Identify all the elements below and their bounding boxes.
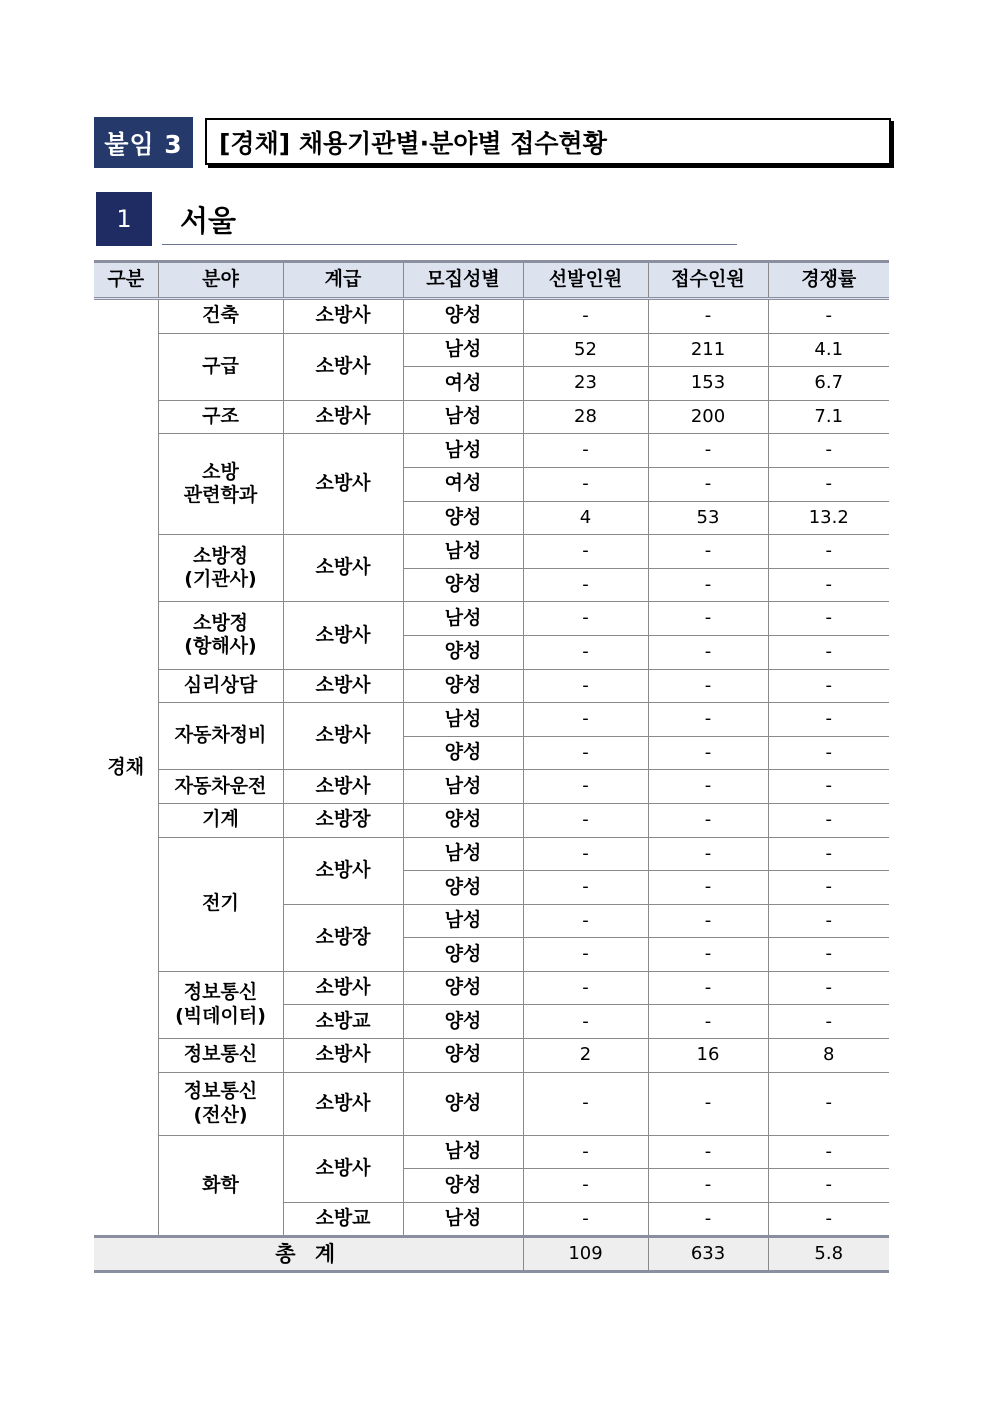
ratio-cell: - xyxy=(768,1202,889,1237)
ratio-cell: - xyxy=(768,971,889,1005)
selected-cell: - xyxy=(523,467,648,501)
selected-cell: 2 xyxy=(523,1039,648,1073)
selected-cell: - xyxy=(523,938,648,972)
gender-cell: 양성 xyxy=(403,635,523,669)
selected-cell: - xyxy=(523,434,648,468)
selected-cell: - xyxy=(523,568,648,602)
applied-cell: - xyxy=(648,837,768,871)
ratio-cell: - xyxy=(768,1169,889,1203)
gender-cell: 양성 xyxy=(403,736,523,770)
gender-cell: 양성 xyxy=(403,1072,523,1135)
selected-cell: - xyxy=(523,904,648,938)
table-row xyxy=(94,1135,889,1169)
applied-cell: - xyxy=(648,1135,768,1169)
ratio-cell: - xyxy=(768,736,889,770)
ratio-cell: 13.2 xyxy=(768,501,889,535)
applied-cell: - xyxy=(648,971,768,1005)
applied-cell: - xyxy=(648,1169,768,1203)
table-row xyxy=(94,803,889,837)
rank-cell: 소방사 xyxy=(283,770,403,804)
column-header: 구분 xyxy=(94,262,158,299)
column-header: 접수인원 xyxy=(648,262,768,299)
column-header: 계급 xyxy=(283,262,403,299)
gender-cell: 남성 xyxy=(403,535,523,569)
attachment-label: 붙임 3 xyxy=(94,117,193,168)
column-header: 분야 xyxy=(158,262,283,299)
gender-cell: 여성 xyxy=(403,367,523,401)
table-row xyxy=(94,299,889,334)
selected-cell: - xyxy=(523,736,648,770)
gender-cell: 양성 xyxy=(403,669,523,703)
ratio-cell: 6.7 xyxy=(768,367,889,401)
gender-cell: 여성 xyxy=(403,467,523,501)
table-header-row xyxy=(94,262,889,299)
applied-cell: 200 xyxy=(648,400,768,434)
applied-cell: - xyxy=(648,535,768,569)
ratio-cell: - xyxy=(768,837,889,871)
field-cell: 소방정 (기관사) xyxy=(158,535,283,602)
gender-cell: 남성 xyxy=(403,703,523,737)
ratio-cell: - xyxy=(768,602,889,636)
gender-cell: 남성 xyxy=(403,1135,523,1169)
applied-cell: - xyxy=(648,568,768,602)
gender-cell: 양성 xyxy=(403,299,523,334)
category-cell: 경채 xyxy=(94,299,158,1237)
rank-cell: 소방사 xyxy=(283,669,403,703)
gender-cell: 양성 xyxy=(403,803,523,837)
gender-cell: 양성 xyxy=(403,1039,523,1073)
ratio-cell: - xyxy=(768,535,889,569)
table-row xyxy=(94,400,889,434)
applied-cell: - xyxy=(648,1202,768,1237)
gender-cell: 남성 xyxy=(403,333,523,367)
table-row xyxy=(94,1072,889,1135)
table-row xyxy=(94,770,889,804)
section-underline xyxy=(162,244,737,245)
section-number: 1 xyxy=(96,192,152,246)
rank-cell: 소방교 xyxy=(283,1202,403,1237)
applied-cell: - xyxy=(648,602,768,636)
selected-cell: - xyxy=(523,1169,648,1203)
applied-cell: - xyxy=(648,904,768,938)
gender-cell: 양성 xyxy=(403,568,523,602)
ratio-cell: - xyxy=(768,299,889,334)
total-selected: 109 xyxy=(523,1237,648,1272)
ratio-cell: - xyxy=(768,871,889,905)
gender-cell: 남성 xyxy=(403,434,523,468)
selected-cell: - xyxy=(523,971,648,1005)
applied-cell: - xyxy=(648,635,768,669)
applied-cell: 211 xyxy=(648,333,768,367)
selected-cell: - xyxy=(523,1202,648,1237)
applied-cell: - xyxy=(648,871,768,905)
ratio-cell: - xyxy=(768,434,889,468)
selected-cell: - xyxy=(523,1135,648,1169)
applied-cell: - xyxy=(648,1072,768,1135)
rank-cell: 소방교 xyxy=(283,1005,403,1039)
field-cell: 소방 관련학과 xyxy=(158,434,283,535)
ratio-cell: - xyxy=(768,1005,889,1039)
gender-cell: 남성 xyxy=(403,837,523,871)
applied-cell: - xyxy=(648,299,768,334)
field-cell: 소방정 (항해사) xyxy=(158,602,283,669)
total-ratio: 5.8 xyxy=(768,1237,889,1272)
selected-cell: 4 xyxy=(523,501,648,535)
rank-cell: 소방사 xyxy=(283,837,403,904)
rank-cell: 소방사 xyxy=(283,1039,403,1073)
rank-cell: 소방장 xyxy=(283,904,403,971)
gender-cell: 양성 xyxy=(403,938,523,972)
applied-cell: - xyxy=(648,736,768,770)
applied-cell: - xyxy=(648,1005,768,1039)
field-cell: 정보통신 (전산) xyxy=(158,1072,283,1135)
ratio-cell: - xyxy=(768,703,889,737)
table-row xyxy=(94,703,889,737)
ratio-cell: - xyxy=(768,669,889,703)
rank-cell: 소방사 xyxy=(283,535,403,602)
total-row xyxy=(94,1237,889,1272)
rank-cell: 소방사 xyxy=(283,299,403,334)
gender-cell: 남성 xyxy=(403,1202,523,1237)
applied-cell: 53 xyxy=(648,501,768,535)
field-cell: 전기 xyxy=(158,837,283,971)
section-title: 서울 xyxy=(180,204,237,238)
field-cell: 정보통신 xyxy=(158,1039,283,1073)
ratio-cell: - xyxy=(768,568,889,602)
total-label: 총 계 xyxy=(94,1237,523,1272)
ratio-cell: - xyxy=(768,1135,889,1169)
selected-cell: - xyxy=(523,770,648,804)
total-applied: 633 xyxy=(648,1237,768,1272)
rank-cell: 소방사 xyxy=(283,333,403,400)
table-row xyxy=(94,602,889,636)
rank-cell: 소방사 xyxy=(283,971,403,1005)
ratio-cell: 4.1 xyxy=(768,333,889,367)
ratio-cell: - xyxy=(768,1072,889,1135)
gender-cell: 양성 xyxy=(403,1005,523,1039)
ratio-cell: 7.1 xyxy=(768,400,889,434)
selected-cell: - xyxy=(523,703,648,737)
column-header: 모집성별 xyxy=(403,262,523,299)
rank-cell: 소방장 xyxy=(283,803,403,837)
selected-cell: - xyxy=(523,837,648,871)
ratio-cell: - xyxy=(768,635,889,669)
gender-cell: 양성 xyxy=(403,1169,523,1203)
applied-cell: - xyxy=(648,770,768,804)
table-row xyxy=(94,535,889,569)
table-row xyxy=(94,837,889,871)
selected-cell: - xyxy=(523,602,648,636)
gender-cell: 양성 xyxy=(403,971,523,1005)
rank-cell: 소방사 xyxy=(283,703,403,770)
ratio-cell: - xyxy=(768,938,889,972)
rank-cell: 소방사 xyxy=(283,602,403,669)
document-title: [경채] 채용기관별·분야별 접수현황 xyxy=(205,118,891,165)
table-row xyxy=(94,434,889,468)
field-cell: 화학 xyxy=(158,1135,283,1237)
rank-cell: 소방사 xyxy=(283,1072,403,1135)
selected-cell: - xyxy=(523,803,648,837)
ratio-cell: 8 xyxy=(768,1039,889,1073)
gender-cell: 남성 xyxy=(403,770,523,804)
gender-cell: 양성 xyxy=(403,871,523,905)
applied-cell: - xyxy=(648,803,768,837)
selected-cell: - xyxy=(523,535,648,569)
field-cell: 건축 xyxy=(158,299,283,334)
field-cell: 자동차정비 xyxy=(158,703,283,770)
applied-cell: - xyxy=(648,669,768,703)
rank-cell: 소방사 xyxy=(283,1135,403,1202)
table-row xyxy=(94,1039,889,1073)
ratio-cell: - xyxy=(768,467,889,501)
column-header: 선발인원 xyxy=(523,262,648,299)
gender-cell: 남성 xyxy=(403,400,523,434)
table-row xyxy=(94,333,889,367)
field-cell: 구급 xyxy=(158,333,283,400)
table-row xyxy=(94,971,889,1005)
ratio-cell: - xyxy=(768,904,889,938)
applied-cell: - xyxy=(648,703,768,737)
ratio-cell: - xyxy=(768,770,889,804)
selected-cell: 52 xyxy=(523,333,648,367)
applied-cell: - xyxy=(648,467,768,501)
field-cell: 자동차운전 xyxy=(158,770,283,804)
field-cell: 정보통신 (빅데이터) xyxy=(158,971,283,1038)
applied-cell: 16 xyxy=(648,1039,768,1073)
gender-cell: 양성 xyxy=(403,501,523,535)
selected-cell: 23 xyxy=(523,367,648,401)
selected-cell: - xyxy=(523,1072,648,1135)
selected-cell: - xyxy=(523,635,648,669)
table-row xyxy=(94,669,889,703)
application-status-table xyxy=(94,260,889,1273)
applied-cell: - xyxy=(648,434,768,468)
selected-cell: - xyxy=(523,299,648,334)
field-cell: 기계 xyxy=(158,803,283,837)
selected-cell: 28 xyxy=(523,400,648,434)
selected-cell: - xyxy=(523,669,648,703)
ratio-cell: - xyxy=(768,803,889,837)
field-cell: 심리상담 xyxy=(158,669,283,703)
rank-cell: 소방사 xyxy=(283,400,403,434)
gender-cell: 남성 xyxy=(403,904,523,938)
applied-cell: 153 xyxy=(648,367,768,401)
rank-cell: 소방사 xyxy=(283,434,403,535)
selected-cell: - xyxy=(523,871,648,905)
selected-cell: - xyxy=(523,1005,648,1039)
gender-cell: 남성 xyxy=(403,602,523,636)
field-cell: 구조 xyxy=(158,400,283,434)
applied-cell: - xyxy=(648,938,768,972)
column-header: 경쟁률 xyxy=(768,262,889,299)
